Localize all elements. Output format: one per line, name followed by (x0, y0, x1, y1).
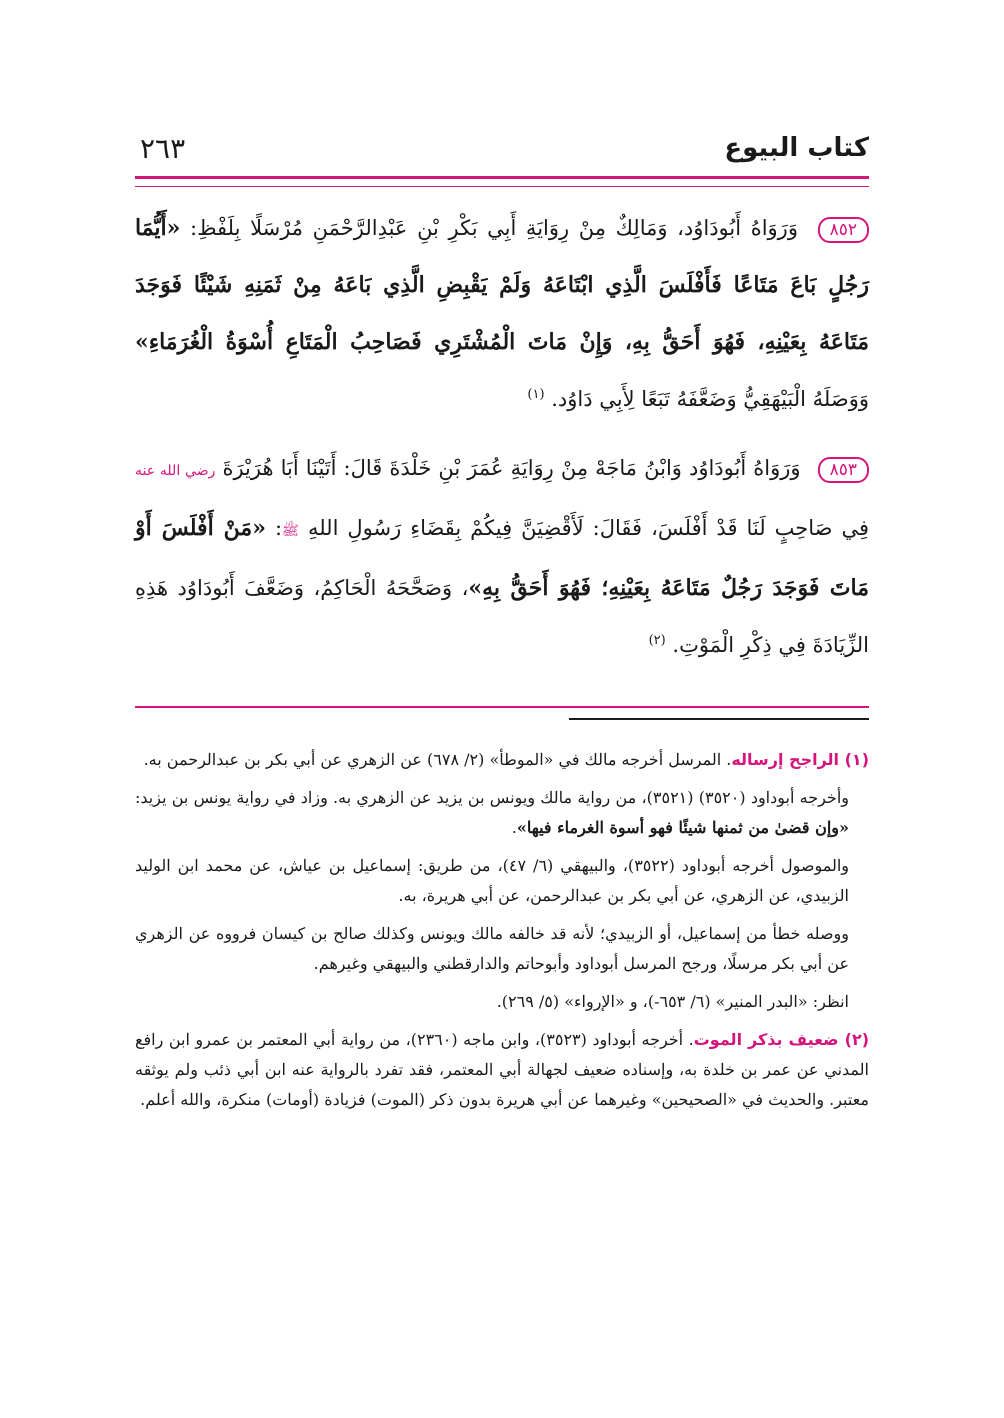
hadith-intro: وَرَوَاهُ أَبُودَاوُد، وَمَالِكٌ مِنْ رِوَايَةِ أَبِي بَكْرِ بْنِ عَبْدِالرَّحْمَنِ مُرْسَلًا بِلَفْظِ: (190, 216, 798, 240)
footnote-ref[interactable]: (١) (527, 387, 545, 402)
salutation-glyph: ﷺ (282, 523, 299, 539)
footnote-text: . المرسل أخرجه مالك في «الموطأ» (٢/ ٦٧٨) عن الزهري عن أبي بكر بن عبدالرحمن به. (143, 750, 732, 769)
hadith-tail: وَوَصَلَهُ الْبَيْهَقِيُّ وَضَعَّفَهُ تَبَعًا لِأَبِي دَاوُد. (551, 387, 869, 411)
hadith-853 (135, 440, 869, 674)
footnote-paragraph (135, 987, 869, 1017)
footnote-1 (135, 745, 869, 775)
header-rule-thin (135, 186, 869, 187)
footnote-paragraph (135, 919, 869, 979)
footnote-label: (١) الراجح إرساله (731, 750, 869, 769)
hadith-number-badge: ٨٥٣ (818, 457, 869, 483)
footnote-text: والموصول أخرجه أبوداود (٣٥٢٢)، والبيهقي (٦/ ٤٧)، من طريق: إسماعيل بن عياش، عن محمد ابن الوليد الزبيدي، عن الزهري، عن أبي بكر بن عبدالرحمن، عن أبي هريرة، به. (135, 856, 850, 905)
footnote-text: وأخرجه أبوداود (٣٥٢٠) (٣٥٢١)، من رواية مالك ويونس بن يزيد عن الزهري به. وزاد في رواية يونس بن يزيد: (135, 788, 849, 807)
main-text (135, 200, 869, 686)
honorific-glyph: رضي الله عنه (135, 463, 216, 479)
footnote-quote: «وإن قضىٰ من ثمنها شيئًا فهو أسوة الغرماء فيها» (516, 818, 849, 837)
footnote-paragraph (135, 851, 869, 911)
footnotes (135, 745, 869, 1123)
hadith-text: «أَيُّمَا رَجُلٍ بَاعَ مَتَاعًا فَأَفْلَسَ الَّذِي ابْتَاعَهُ وَلَمْ يَقْبِضِ الَّذِي بَاعَهُ مِنْ ثَمَنِهِ شَيْئًا فَوَجَدَ مَتَاعَهُ بِعَيْنِهِ، فَهُوَ أَحَقُّ بِهِ، وَإِنْ مَاتَ الْمُشْتَرِي فَصَاحِبُ الْمَتَاعِ أُسْوَةُ الْغُرَمَاءِ» (135, 215, 869, 355)
footnote-2 (135, 1025, 869, 1115)
hadith-intro: وَرَوَاهُ أَبُودَاوُد وَابْنُ مَاجَهْ مِنْ رِوَايَةِ عُمَرَ بْنِ خَلْدَةَ قَالَ: أَتَيْنَا أَبَا هُرَيْرَةَ (222, 456, 801, 480)
hadith-text: «مَنْ أَفْلَسَ أَوْ مَاتَ فَوَجَدَ رَجُلٌ مَتَاعَهُ بِعَيْنِهِ؛ فَهُوَ أَحَقُّ بِهِ» (135, 515, 869, 601)
footnote-text: انظر: «البدر المنير» (٦/ ٦٥٣-)، و «الإرواء» (٥/ ٢٦٩). (496, 992, 849, 1011)
footnote-text: . (511, 818, 517, 837)
hadith-852 (135, 200, 869, 428)
footnote-rule-short (569, 718, 869, 720)
colon: : (274, 516, 283, 540)
footnote-paragraph (135, 783, 869, 843)
footnote-ref[interactable]: (٢) (648, 633, 666, 648)
footnote-label: (٢) ضعيف بذكر الموت (693, 1030, 870, 1049)
page-number: ٢٦٣ (140, 131, 186, 165)
footnote-rule (135, 706, 869, 708)
footnote-text: . أخرجه أبوداود (٣٥٢٣)، وابن ماجه (٢٣٦٠)، من رواية أبي المعتمر بن عمرو ابن رافع المدني عن عمر بن خلدة به، وإسناده ضعيف لجهالة أبي المعتمر، فقد تفرد بالرواية عنه ابن أبي ذئب ولم يوثقه معتبر. والحديث في «الصحيحين» وغيرهما عن أبي هريرة بدون ذكر (الموت) فزيادة (أومات) منكرة، والله أعلم. (135, 1030, 869, 1109)
header-rule-thick (135, 176, 869, 179)
book-title: كتاب البيوع (724, 133, 869, 163)
footnote-text: ووصله خطأ من إسماعيل، أو الزبيدي؛ لأنه قد خالفه مالك ويونس وكذلك صالح بن كيسان فرووه عن الزهري عن أبي بكر مرسلًا، ورجح المرسل أبوداود وأبوحاتم والدارقطني والبيهقي وغيرهم. (135, 924, 849, 973)
hadith-tail: ، وَصَحَّحَهُ الْحَاكِمُ، وَضَعَّفَ أَبُودَاوُد هَذِهِ الزِّيَادَةَ فِي ذِكْرِ الْمَوْتِ. (135, 576, 869, 657)
hadith-middle: فِي صَاحِبٍ لَنَا قَدْ أَفْلَسَ، فَقَالَ: لَأَقْضِيَنَّ فِيكُمْ بِقَضَاءِ رَسُولِ اللهِ (307, 516, 869, 540)
hadith-number-badge: ٨٥٢ (818, 217, 869, 243)
page-header (140, 126, 869, 170)
